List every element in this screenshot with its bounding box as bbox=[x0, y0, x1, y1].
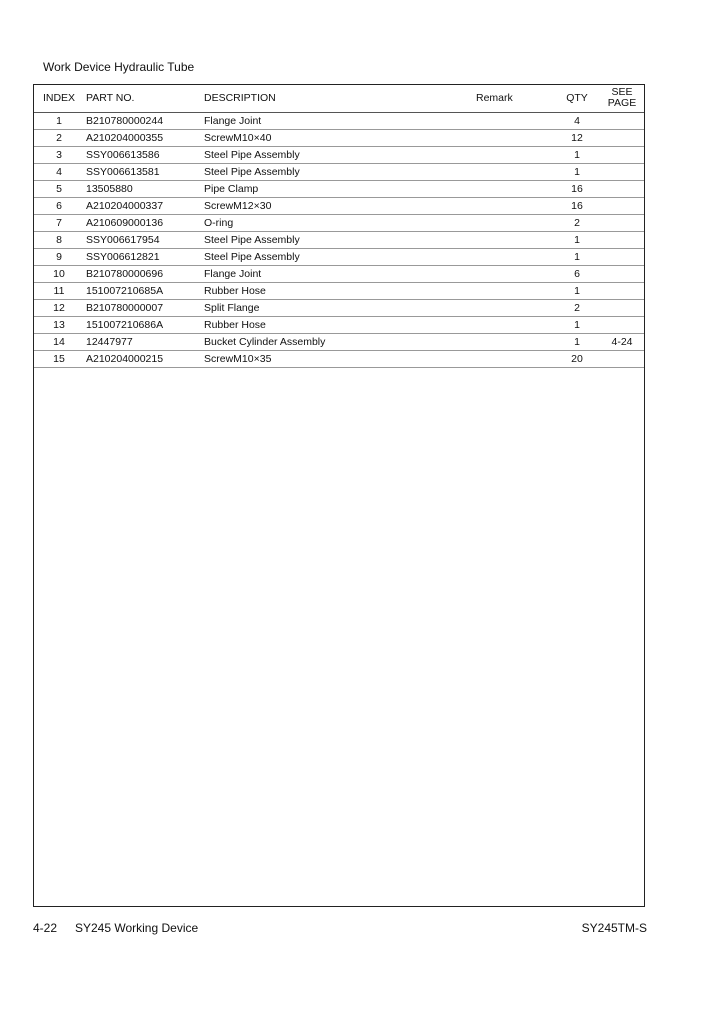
cell-qty: 6 bbox=[554, 265, 600, 282]
cell-remark bbox=[476, 180, 554, 197]
cell-description: Steel Pipe Assembly bbox=[204, 146, 476, 163]
page-title: Work Device Hydraulic Tube bbox=[43, 60, 195, 74]
footer-section: SY245 Working Device bbox=[75, 921, 199, 935]
cell-index: 6 bbox=[34, 197, 84, 214]
table-body bbox=[34, 112, 644, 367]
cell-index: 2 bbox=[34, 129, 84, 146]
cell-remark bbox=[476, 316, 554, 333]
cell-part-no: 13505880 bbox=[84, 180, 204, 197]
cell-description: Split Flange bbox=[204, 299, 476, 316]
cell-remark bbox=[476, 163, 554, 180]
parts-table bbox=[34, 85, 644, 368]
table-row bbox=[34, 197, 644, 214]
cell-see-page bbox=[600, 214, 644, 231]
cell-part-no: SSY006617954 bbox=[84, 231, 204, 248]
header-part-no: PART NO. bbox=[84, 85, 204, 112]
header-remark: Remark bbox=[476, 85, 554, 112]
cell-qty: 1 bbox=[554, 163, 600, 180]
table-row bbox=[34, 299, 644, 316]
cell-description: Flange Joint bbox=[204, 112, 476, 129]
cell-remark bbox=[476, 248, 554, 265]
footer-left bbox=[33, 921, 198, 935]
cell-part-no: A210609000136 bbox=[84, 214, 204, 231]
table-row bbox=[34, 146, 644, 163]
cell-index: 15 bbox=[34, 350, 84, 367]
header-qty: QTY bbox=[554, 85, 600, 112]
cell-description: O-ring bbox=[204, 214, 476, 231]
cell-part-no: 151007210685A bbox=[84, 282, 204, 299]
cell-part-no: B210780000007 bbox=[84, 299, 204, 316]
cell-qty: 12 bbox=[554, 129, 600, 146]
cell-remark bbox=[476, 333, 554, 350]
cell-index: 9 bbox=[34, 248, 84, 265]
cell-see-page bbox=[600, 180, 644, 197]
cell-remark bbox=[476, 350, 554, 367]
footer-doc-code: SY245TM-S bbox=[581, 921, 647, 935]
header-description: DESCRIPTION bbox=[204, 85, 476, 112]
table-row bbox=[34, 265, 644, 282]
cell-remark bbox=[476, 299, 554, 316]
table-row bbox=[34, 214, 644, 231]
table-header-row bbox=[34, 85, 644, 112]
cell-see-page bbox=[600, 316, 644, 333]
cell-remark bbox=[476, 129, 554, 146]
parts-list-frame bbox=[33, 84, 645, 907]
cell-qty: 16 bbox=[554, 197, 600, 214]
cell-description: ScrewM10×40 bbox=[204, 129, 476, 146]
cell-description: ScrewM10×35 bbox=[204, 350, 476, 367]
cell-remark bbox=[476, 146, 554, 163]
cell-description: Rubber Hose bbox=[204, 316, 476, 333]
cell-remark bbox=[476, 231, 554, 248]
footer-page-number: 4-22 bbox=[33, 921, 58, 935]
cell-part-no: 12447977 bbox=[84, 333, 204, 350]
cell-part-no: B210780000696 bbox=[84, 265, 204, 282]
cell-index: 3 bbox=[34, 146, 84, 163]
cell-part-no: SSY006613581 bbox=[84, 163, 204, 180]
cell-index: 13 bbox=[34, 316, 84, 333]
table-row bbox=[34, 180, 644, 197]
cell-index: 10 bbox=[34, 265, 84, 282]
cell-index: 7 bbox=[34, 214, 84, 231]
cell-index: 14 bbox=[34, 333, 84, 350]
cell-see-page bbox=[600, 146, 644, 163]
cell-qty: 1 bbox=[554, 333, 600, 350]
cell-description: Steel Pipe Assembly bbox=[204, 231, 476, 248]
cell-qty: 20 bbox=[554, 350, 600, 367]
cell-description: Steel Pipe Assembly bbox=[204, 248, 476, 265]
cell-see-page bbox=[600, 350, 644, 367]
cell-see-page bbox=[600, 265, 644, 282]
cell-description: Flange Joint bbox=[204, 265, 476, 282]
cell-qty: 4 bbox=[554, 112, 600, 129]
cell-part-no: B210780000244 bbox=[84, 112, 204, 129]
table-row bbox=[34, 231, 644, 248]
cell-remark bbox=[476, 265, 554, 282]
cell-see-page bbox=[600, 282, 644, 299]
table-row bbox=[34, 248, 644, 265]
cell-remark bbox=[476, 282, 554, 299]
cell-index: 4 bbox=[34, 163, 84, 180]
cell-qty: 1 bbox=[554, 316, 600, 333]
header-see-page-label: SEE PAGE bbox=[607, 86, 637, 110]
table-row bbox=[34, 316, 644, 333]
cell-remark bbox=[476, 214, 554, 231]
cell-part-no: SSY006612821 bbox=[84, 248, 204, 265]
cell-description: Rubber Hose bbox=[204, 282, 476, 299]
cell-description: Steel Pipe Assembly bbox=[204, 163, 476, 180]
cell-qty: 2 bbox=[554, 299, 600, 316]
cell-part-no: SSY006613586 bbox=[84, 146, 204, 163]
cell-part-no: A210204000337 bbox=[84, 197, 204, 214]
cell-qty: 1 bbox=[554, 248, 600, 265]
cell-remark bbox=[476, 197, 554, 214]
cell-see-page bbox=[600, 231, 644, 248]
header-see-page bbox=[600, 85, 644, 112]
cell-description: ScrewM12×30 bbox=[204, 197, 476, 214]
cell-index: 1 bbox=[34, 112, 84, 129]
table-row bbox=[34, 333, 644, 350]
cell-index: 5 bbox=[34, 180, 84, 197]
cell-description: Pipe Clamp bbox=[204, 180, 476, 197]
cell-see-page bbox=[600, 197, 644, 214]
cell-see-page: 4-24 bbox=[600, 333, 644, 350]
cell-qty: 16 bbox=[554, 180, 600, 197]
table-row bbox=[34, 163, 644, 180]
cell-part-no: A210204000215 bbox=[84, 350, 204, 367]
table-row bbox=[34, 129, 644, 146]
cell-part-no: A210204000355 bbox=[84, 129, 204, 146]
cell-qty: 1 bbox=[554, 231, 600, 248]
cell-qty: 1 bbox=[554, 282, 600, 299]
cell-see-page bbox=[600, 129, 644, 146]
cell-remark bbox=[476, 112, 554, 129]
table-row bbox=[34, 282, 644, 299]
cell-index: 11 bbox=[34, 282, 84, 299]
cell-index: 8 bbox=[34, 231, 84, 248]
cell-see-page bbox=[600, 163, 644, 180]
header-index: INDEX bbox=[34, 85, 84, 112]
cell-see-page bbox=[600, 112, 644, 129]
cell-qty: 1 bbox=[554, 146, 600, 163]
table-row bbox=[34, 112, 644, 129]
cell-qty: 2 bbox=[554, 214, 600, 231]
cell-see-page bbox=[600, 248, 644, 265]
table-row bbox=[34, 350, 644, 367]
cell-index: 12 bbox=[34, 299, 84, 316]
cell-description: Bucket Cylinder Assembly bbox=[204, 333, 476, 350]
cell-see-page bbox=[600, 299, 644, 316]
cell-part-no: 151007210686A bbox=[84, 316, 204, 333]
